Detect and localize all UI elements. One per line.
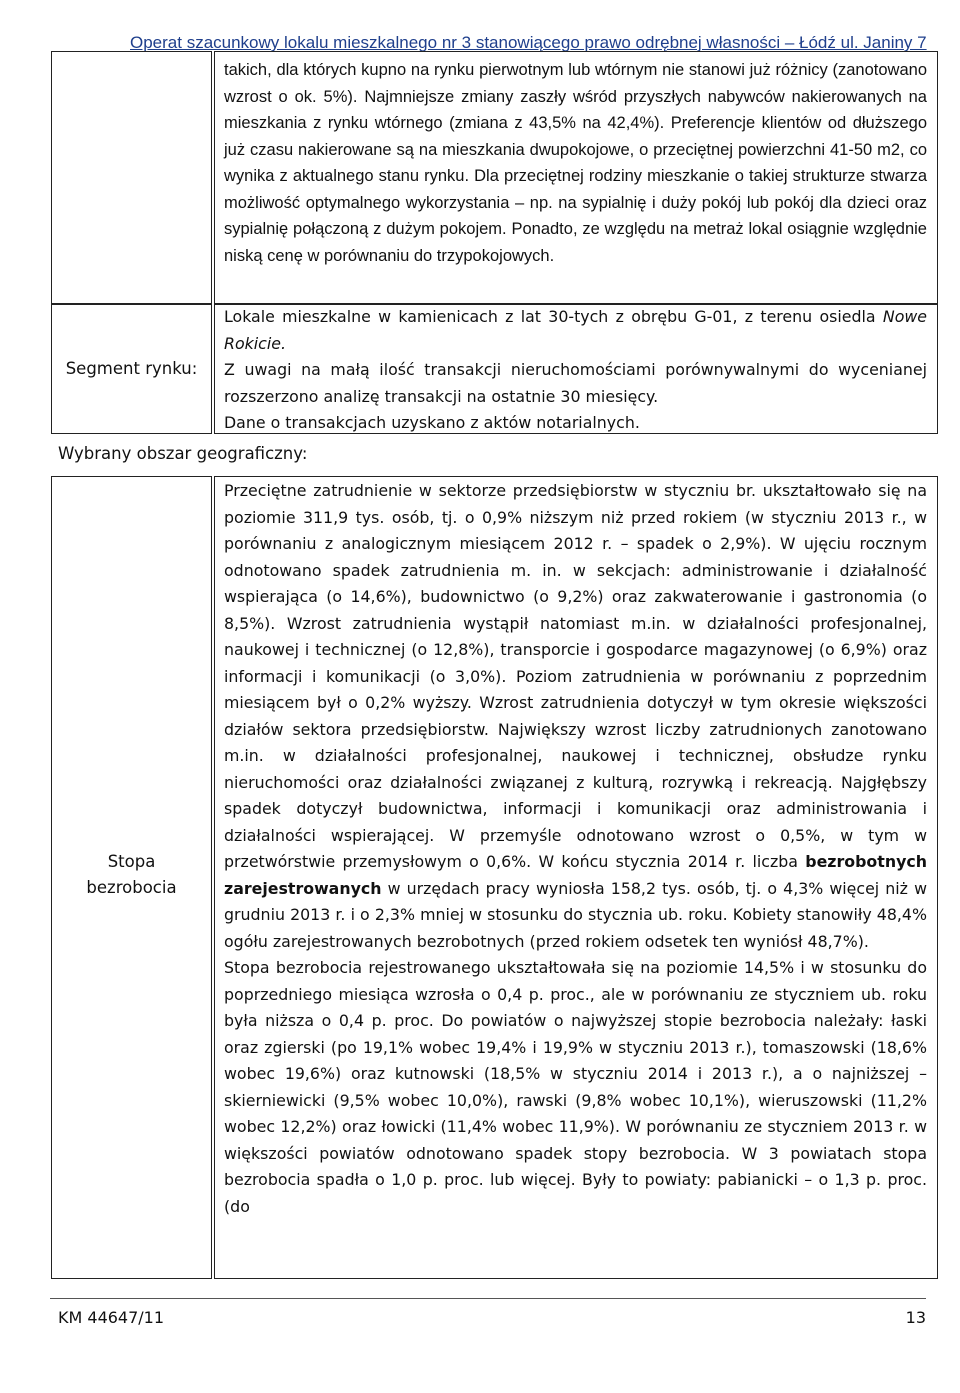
segment-paragraph-3: Dane o transakcjach uzyskano z aktów notarialnych. bbox=[224, 413, 640, 432]
segment-text-block bbox=[224, 304, 927, 437]
unemployment-paragraph-1 bbox=[224, 478, 927, 955]
unemployment-p1-a: Przeciętne zatrudnienie w sektorze przedsiębiorstw w styczniu br. ukształtowało się na poziomie 311,9 tys. osób, tj. o 0,9% niższym niż przed rokiem (w styczniu 2013 r., w porównaniu z analogicznym miesiącem 2012 r. – spadek o 2,9%). W ujęciu rocznym odnotowano spadek zatrudnienia m. in. w sekcjach: administrowanie i działalność wspierająca (o 14,6%), budownictwo (o 9,2%) oraz zakwaterowanie i gastronomia (o 8,5%). Wzrost zatrudnienia wystąpił natomiast m.in. w działalności profesjonalnej, naukowej i technicznej (o 12,8%), transporcie i gospodarce magazynowej (o 6,9%) oraz informacji i komunikacji (o 3,0%). Poziom zatrudnienia w porównaniu z poprzednim miesiącem był o 0,2% wyższy. Wzrost zatrudnienia dotyczył w tym okresie większości działów sektora przedsiębiorstw. Największy wzrost liczby zatrudnionych zanotowano m.in. w działalności profesjonalnej, naukowej i technicznej, obsłudze rynku nieruchomości oraz działalności związanej z kulturą, rozrywką i rekreacją. Najgłębszy spadek dotyczył budownictwa, informacji i komunikacji oraz administrowania i działalności wspierającej. W przemyśle odnotowano wzrost o 0,5%, w tym w przetwórstwie przemysłowym o 0,6%. W końcu stycznia 2014 r. liczba bbox=[224, 481, 927, 871]
footer-doc-id: KM 44647/11 bbox=[58, 1308, 165, 1327]
geo-area-label: Wybrany obszar geograficzny: bbox=[58, 444, 308, 463]
top-left-cell bbox=[51, 51, 212, 304]
segment-paragraph-2: Z uwagi na małą ilość transakcji nieruchomościami porównywalnymi do wycenianej rozszerzono analizę transakcji na ostatnie 30 miesięcy. bbox=[224, 360, 927, 406]
top-section-paragraph: takich, dla których kupno na rynku pierwotnym lub wtórnym nie stanowi już różnicy (zanotowano wzrost o ok. 5%). Najmniejsze zmiany zaszły wśród przyszłych nabywców nakierowanych na mieszkania z rynku wtórnego (zmiana z 43,5% na 42,4%). Preferencje klientów od dłuższego już czasu nakierowane są na mieszkania dwupokojowe, o przeciętnej powierzchni 41-50 m2, co wynika z aktualnego stanu rynku. Dla przeciętnej rodziny mieszkanie o takiej strukturze stwarza możliwość optymalnego wykorzystania – np. na sypialnię i duży pokój lub pokój dla dzieci oraz sypialnię połączoną z dużym pokojem. Ponadto, ze względu na metraż lokal osiągnie względnie niską cenę w porównaniu do trzypokojowych. bbox=[224, 61, 927, 265]
segment-line1-text: Lokale mieszkalne w kamienicach z lat 30-tych z obrębu G-01, z terenu osiedla bbox=[224, 307, 883, 326]
unemployment-label bbox=[51, 849, 212, 901]
footer-page-number: 13 bbox=[905, 1308, 926, 1327]
segment-paragraph-1 bbox=[224, 304, 927, 357]
unemployment-label-line1: Stopa bbox=[107, 852, 156, 871]
unemployment-paragraph-2: Stopa bezrobocia rejestrowanego ukształtowała się na poziomie 14,5% i w stosunku do poprzedniego miesiąca wzrosła o 0,4 p. proc., ale w porównaniu ze styczniem ub. roku była niższa o 0,4 p. proc. Do powiatów o najwyższej stopie bezrobocia należały: łaski oraz zgierski (po 19,1% wobec 19,4% i 19,9% w styczniu 2013 r.), tomaszowski (18,6% wobec 19,6%) oraz kutnowski (18,5% w styczniu 2014 i 2013 r.), a o najniższej – skierniewicki (9,5% wobec 10,0%), rawski (9,8% wobec 10,1%), wieruszowski (11,2% wobec 12,2%) oraz łowicki (11,4% wobec 11,9%). W porównaniu ze styczniem 2013 r. w większości powiatów odnotowano spadek stopy bezrobocia. W 3 powiatach stopa bezrobocia spadła o 1,0 p. proc. lub więcej. Były to powiaty: pabianicki – o 1,3 p. proc. (do bbox=[224, 958, 927, 1216]
segment-label: Segment rynku: bbox=[65, 359, 198, 378]
top-section-text-block bbox=[224, 57, 927, 269]
unemployment-p1-bold: bezrobotnych zarejestrowanych bbox=[224, 852, 927, 898]
running-header: Operat szacunkowy lokalu mieszkalnego nr 3 stanowiącego prawo odrębnej własności – Łódź ul. Janiny 7 bbox=[130, 33, 927, 52]
unemployment-label-line2: bezrobocia bbox=[86, 878, 177, 897]
segment-line1-italic: Nowe Rokicie. bbox=[224, 307, 927, 353]
unemployment-p1-b: w urzędach pracy wyniosła 158,2 tys. osób, tj. o 4,3% więcej niż w grudniu 2013 r. i o 2,3% mniej w stosunku do stycznia ub. roku. Kobiety stanowiły 48,4% ogółu zarejestrowanych bezrobotnych (przed rokiem odsetek ten wyniósł 48,7%). bbox=[224, 878, 927, 951]
footer-divider bbox=[50, 1298, 926, 1299]
unemployment-text-block bbox=[224, 478, 927, 1220]
